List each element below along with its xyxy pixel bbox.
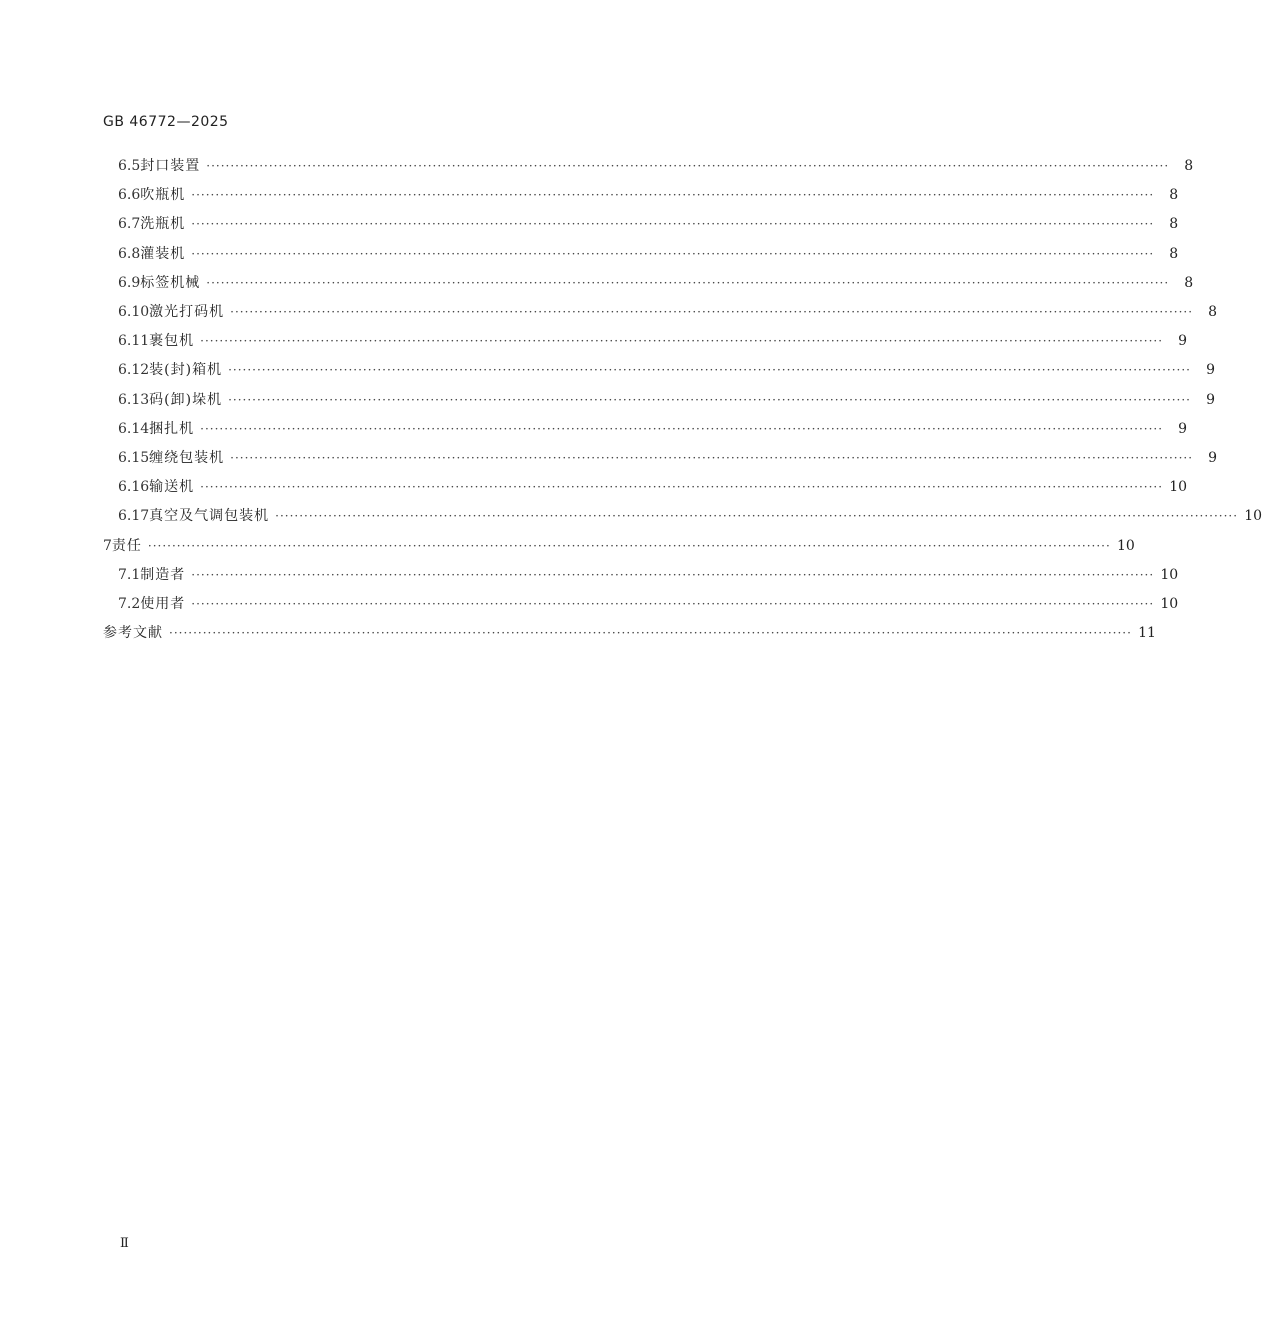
toc-entry-title: 裹包机 [149, 333, 195, 350]
toc-dot-leader: ········································································································································································································ [230, 305, 1194, 319]
toc-entry[interactable] [118, 593, 1179, 615]
standard-code-header: GB 46772—2025 [103, 114, 229, 130]
toc-dot-leader: ········································································································································································································ [147, 538, 1111, 553]
toc-entry-page: 8 [1169, 245, 1179, 262]
toc-dot-leader: ········································································································································································································ [191, 217, 1155, 232]
toc-dot-leader: ········································································································································································································ [275, 509, 1239, 524]
toc-entry[interactable] [118, 359, 1215, 381]
toc-entry-page: 8 [1169, 216, 1179, 233]
toc-entry-number: 6.13 [118, 391, 150, 408]
toc-entry-page: 10 [1160, 566, 1179, 583]
toc-dot-leader: ········································································································································································································ [206, 275, 1170, 290]
toc-entry[interactable] [118, 301, 1218, 323]
toc-entry-page: 10 [1169, 479, 1188, 496]
toc-entry-title: 封口装置 [140, 158, 201, 174]
toc-entry-number: 6.14 [118, 420, 150, 437]
toc-dot-leader: ········································································································································································································ [191, 597, 1155, 611]
page-number: Ⅱ [120, 1236, 129, 1251]
toc-dot-leader: ········································································································································································································ [191, 188, 1155, 203]
toc-entry-page: 11 [1138, 625, 1156, 642]
toc-entry[interactable] [118, 418, 1188, 440]
toc-entry[interactable] [118, 213, 1179, 235]
toc-entry[interactable] [118, 330, 1188, 352]
toc-entry-title: 激光打码机 [149, 304, 225, 320]
toc-entry-page: 8 [1184, 158, 1194, 174]
toc-entry-title: 标签机械 [140, 274, 201, 291]
toc-entry[interactable] [118, 184, 1179, 206]
toc-entry-title: 捆扎机 [149, 420, 195, 437]
toc-entry-number: 7.1 [118, 566, 141, 583]
toc-entry-page: 9 [1206, 391, 1215, 408]
toc-entry-number: 7 [103, 537, 112, 554]
toc-dot-leader: ········································································································································································································ [200, 334, 1164, 349]
toc-entry-page: 10 [1160, 596, 1179, 612]
toc-entry-title: 输送机 [149, 479, 195, 496]
toc-dot-leader: ········································································································································································································ [200, 421, 1164, 436]
toc-entry[interactable] [118, 272, 1194, 294]
toc-dot-leader: ········································································································································································································ [200, 480, 1164, 495]
toc-entry-page: 9 [1208, 450, 1218, 466]
toc-entry-title: 责任 [111, 537, 142, 554]
toc-entry-number: 6.10 [118, 304, 150, 320]
toc-entry-title: 真空及气调包装机 [149, 508, 270, 525]
toc-entry-number: 6.16 [118, 479, 150, 496]
toc-entry[interactable] [103, 535, 1135, 557]
toc-entry-title: 制造者 [140, 566, 186, 583]
toc-entry-page: 9 [1178, 333, 1188, 350]
toc-entry-page: 8 [1169, 187, 1179, 204]
toc-dot-leader: ········································································································································································································ [230, 451, 1194, 465]
toc-entry[interactable] [118, 243, 1179, 265]
toc-entry[interactable] [118, 389, 1215, 411]
toc-dot-leader: ········································································································································································································ [191, 567, 1155, 582]
toc-entry-number: 6.9 [118, 274, 141, 291]
toc-dot-leader: ········································································································································································································ [191, 246, 1155, 261]
toc-entry[interactable] [118, 505, 1262, 527]
toc-entry-page: 9 [1206, 362, 1215, 379]
toc-entry-title: 缠绕包装机 [149, 450, 225, 466]
toc-entry-page: 8 [1184, 274, 1194, 291]
toc-entry[interactable] [118, 155, 1194, 177]
toc-entry-number: 6.17 [118, 508, 150, 525]
toc-entry-title: 吹瓶机 [140, 187, 186, 204]
toc-entry-page: 10 [1244, 508, 1262, 525]
toc-entry-title: 参考文献 [103, 625, 163, 642]
toc-entry[interactable] [118, 476, 1188, 498]
toc-entry-page: 10 [1116, 537, 1135, 554]
toc-entry-title: 使用者 [140, 596, 186, 612]
toc-entry[interactable] [118, 447, 1218, 469]
toc-entry-number: 6.15 [118, 450, 150, 466]
toc-entry-number: 6.11 [118, 333, 150, 350]
toc-dot-leader: ········································································································································································································ [228, 363, 1191, 378]
toc-entry[interactable] [118, 564, 1179, 586]
toc-dot-leader: ········································································································································································································ [228, 392, 1191, 407]
toc-dot-leader: ········································································································································································································ [206, 159, 1170, 173]
toc-entry[interactable] [103, 622, 1156, 644]
toc-entry-number: 6.5 [118, 158, 141, 174]
toc-entry-number: 7.2 [118, 596, 141, 612]
toc-entry-page: 9 [1178, 420, 1188, 437]
toc-entry-title: 灌装机 [140, 245, 186, 262]
toc-entry-page: 8 [1208, 304, 1218, 320]
toc-dot-leader: ········································································································································································································ [169, 626, 1132, 641]
toc-entry-number: 6.8 [118, 245, 141, 262]
toc-entry-number: 6.12 [118, 362, 150, 379]
toc-entry-title: 洗瓶机 [140, 216, 186, 233]
toc-entry-number: 6.7 [118, 216, 141, 233]
toc-entry-number: 6.6 [118, 187, 141, 204]
toc-entry-title: 码(卸)垛机 [149, 391, 223, 408]
toc-entry-title: 装(封)箱机 [149, 362, 223, 379]
